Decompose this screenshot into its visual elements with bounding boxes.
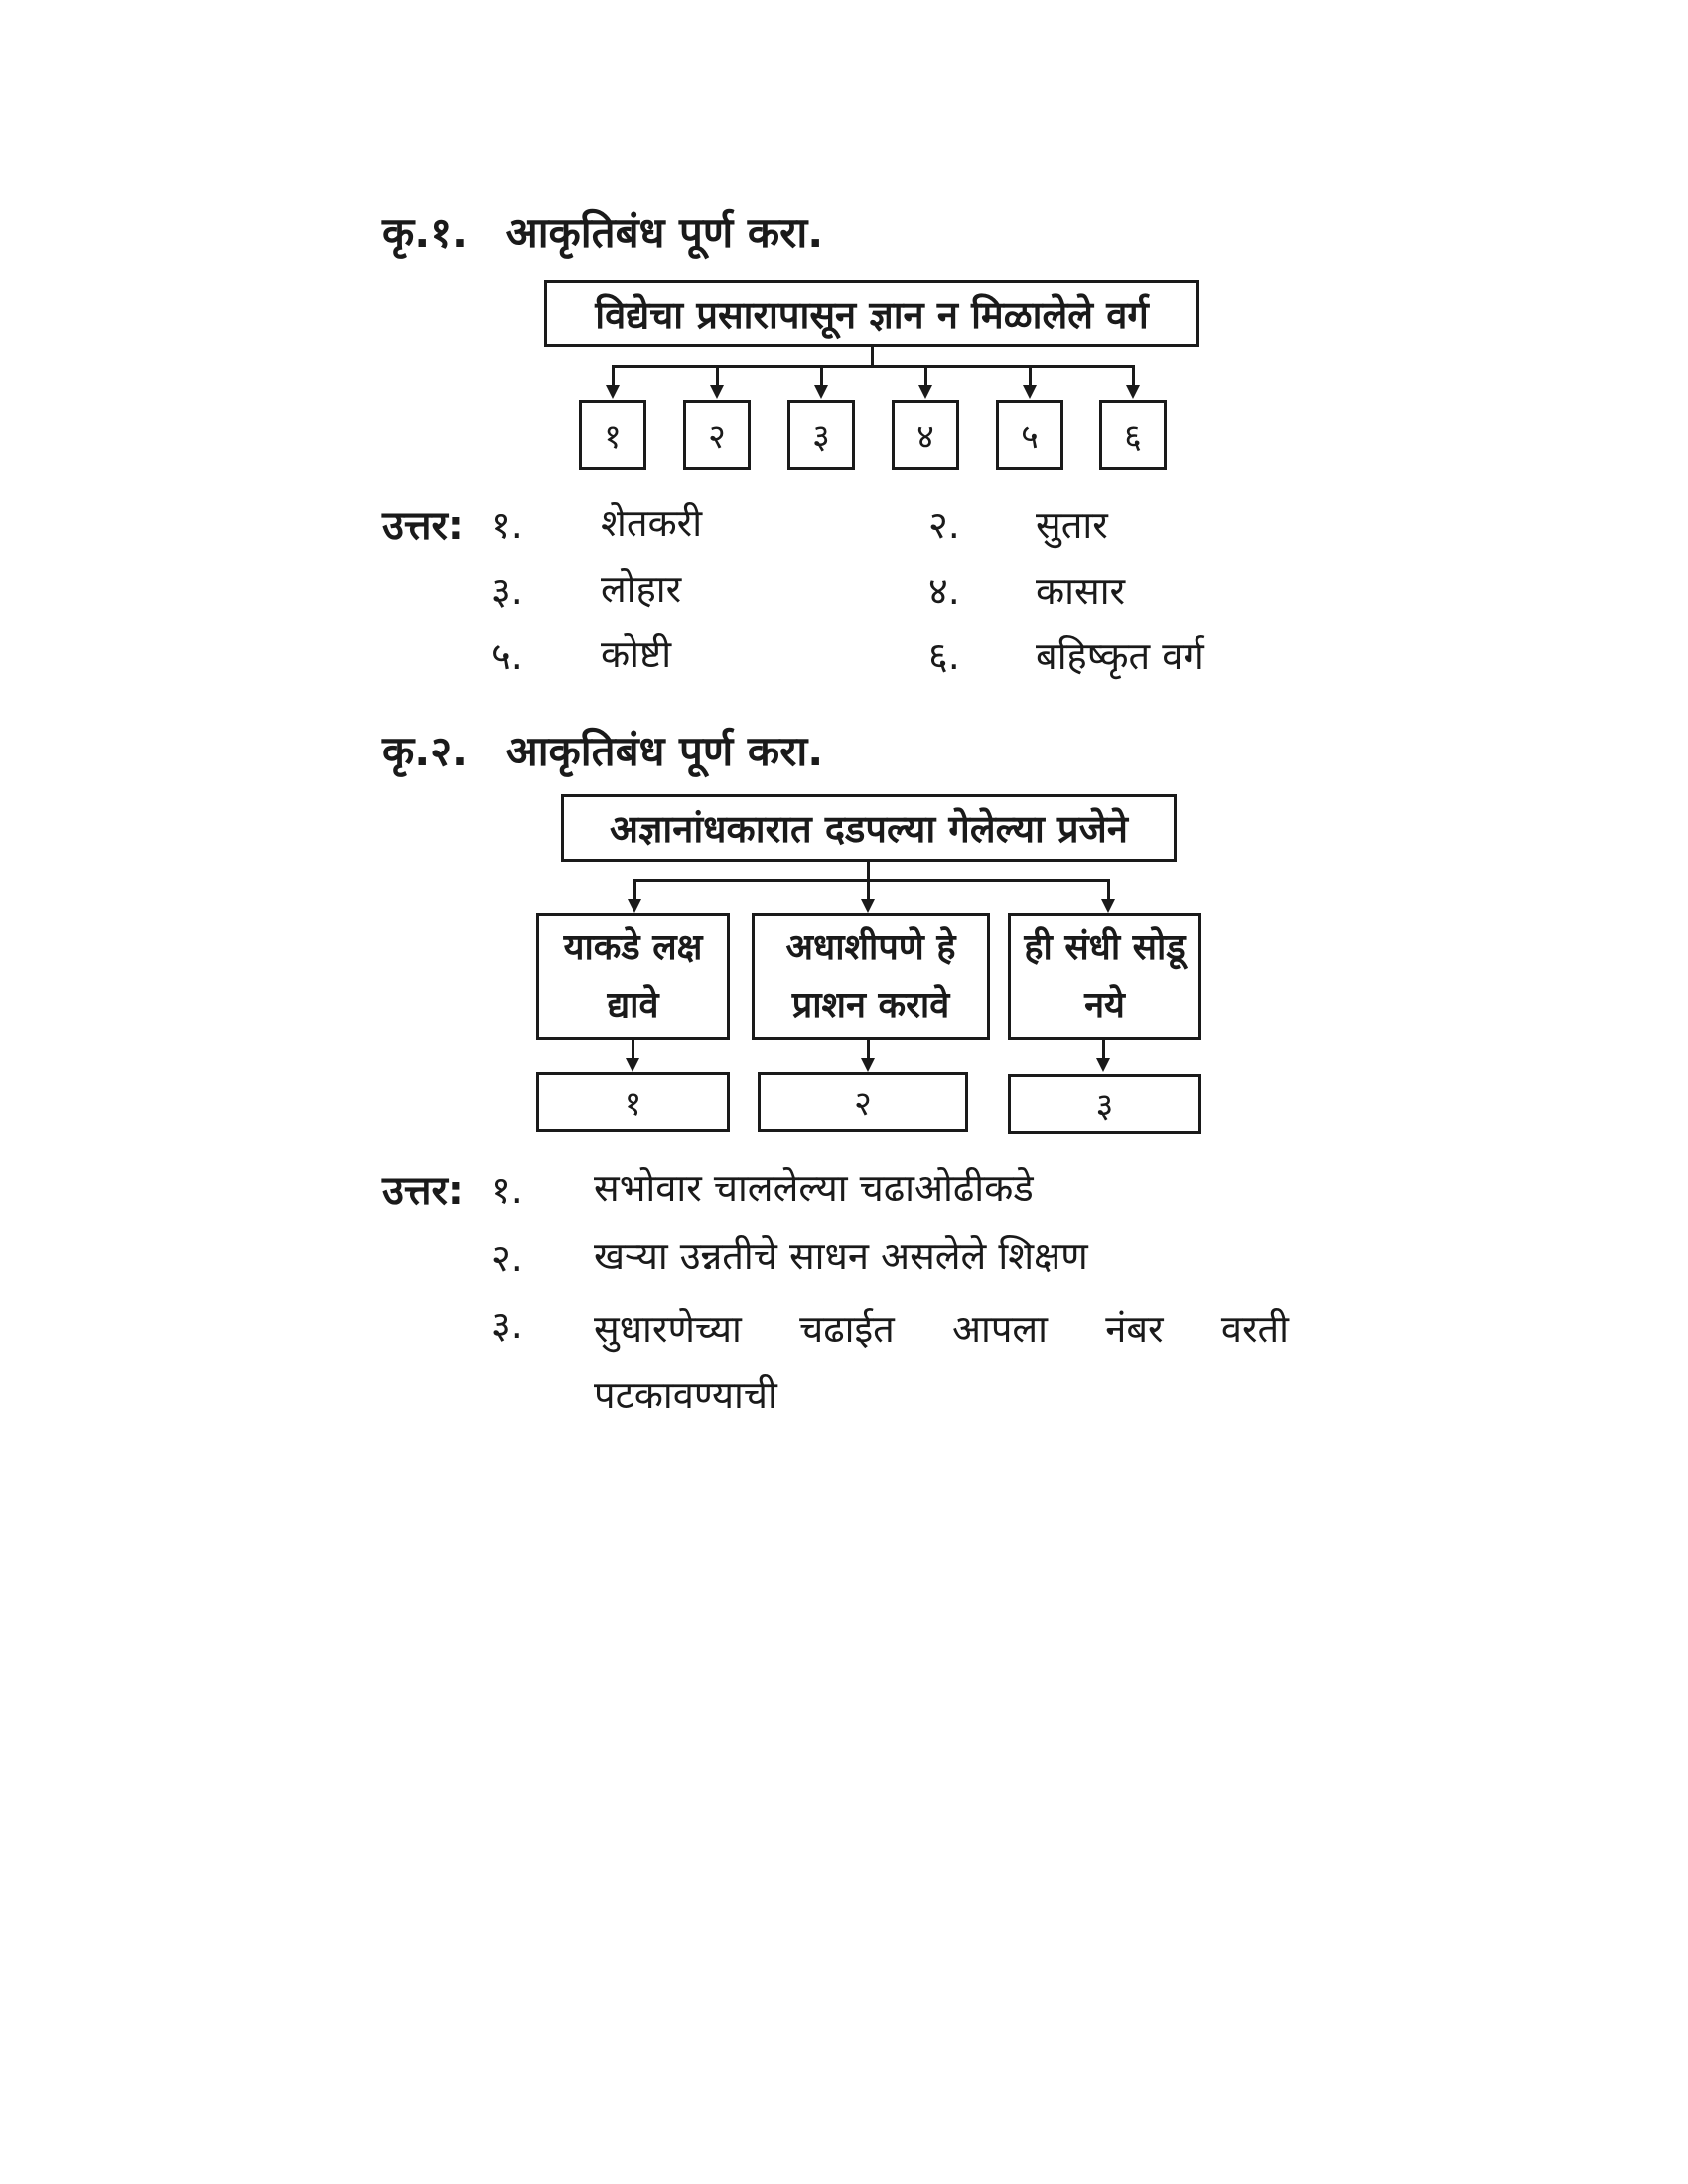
- q1-answer-3-num: ३.: [492, 569, 523, 613]
- q1-slot-6: ६: [1099, 400, 1167, 470]
- q2-drop-3: [1107, 879, 1110, 900]
- q1-answer-6-num: ६.: [928, 634, 960, 678]
- q1-drop-2: [716, 365, 719, 387]
- q2-slot-3: ३: [1008, 1074, 1201, 1134]
- q1-answer-3-text: लोहार: [601, 567, 682, 611]
- q1-arrow-2: [710, 385, 724, 399]
- q1-arrow-6: [1126, 385, 1140, 399]
- q1-answer-label: उत्तर:: [382, 503, 464, 549]
- q2-slot-arrow-2: [861, 1058, 875, 1072]
- q1-slot-3: ३: [787, 400, 855, 470]
- q1-answer-1-text: शेतकरी: [601, 501, 703, 545]
- q1-instruction: आकृतिबंध पूर्ण करा.: [505, 208, 824, 257]
- q1-answer-2-text: सुतार: [1036, 503, 1108, 547]
- q1-drop-1: [612, 365, 615, 387]
- q2-answer-label: उत्तर:: [382, 1168, 464, 1214]
- q1-number: कृ.१.: [382, 208, 469, 257]
- q2-number: कृ.२.: [382, 727, 469, 775]
- q2-link-2: [867, 1040, 870, 1060]
- q2-middle-box-3: [1008, 913, 1201, 1040]
- q1-drop-5: [1029, 365, 1032, 387]
- q2-middle-box-2: [752, 913, 990, 1040]
- q2-link-1: [632, 1040, 634, 1060]
- q1-drop-3: [820, 365, 823, 387]
- q1-root-text: विद्येचा प्रसारापासून ज्ञान न मिळालेले वर्ग: [595, 293, 1149, 337]
- q1-drop-6: [1132, 365, 1135, 387]
- q2-arrow-2: [861, 899, 875, 913]
- q1-answer-6-text: बहिष्कृत वर्ग: [1036, 634, 1204, 678]
- q1-slot-1: १: [579, 400, 646, 470]
- q1-answer-4-text: कासार: [1036, 569, 1126, 613]
- q2-middle-text-2: अधाशीपणे हे प्राशन करावे: [785, 927, 956, 1025]
- q2-instruction: आकृतिबंध पूर्ण करा.: [505, 727, 824, 775]
- q1-answer-5-num: ५.: [492, 634, 523, 678]
- q1-drop-4: [924, 365, 927, 387]
- q2-middle-box-1: [536, 913, 730, 1040]
- q2-arrow-1: [628, 899, 641, 913]
- q1-answer-5-text: कोष्टी: [601, 632, 672, 676]
- q2-drop-1: [633, 879, 636, 900]
- q1-answer-4-num: ४.: [928, 569, 960, 613]
- q2-answer-1-text: सभोवार चाललेल्या चढाओढीकडे: [594, 1166, 1034, 1210]
- q2-stem-line: [867, 862, 870, 901]
- q1-arrow-1: [606, 385, 620, 399]
- q1-slot-5: ५: [996, 400, 1063, 470]
- q2-slot-1: १: [536, 1072, 730, 1132]
- q1-arrow-3: [814, 385, 828, 399]
- q2-middle-text-1: याकडे लक्ष द्यावे: [563, 927, 703, 1025]
- q1-heading: [382, 204, 823, 260]
- q1-slot-2: २: [683, 400, 751, 470]
- q1-answer-1-num: १.: [492, 503, 523, 547]
- q2-slot-2: २: [758, 1072, 968, 1132]
- q1-root-box: [544, 280, 1199, 347]
- q2-branch-line: [633, 879, 1110, 882]
- q1-answer-2-num: २.: [928, 503, 960, 547]
- q2-slot-arrow-3: [1096, 1058, 1110, 1072]
- q1-arrow-4: [918, 385, 932, 399]
- q2-arrow-3: [1101, 899, 1115, 913]
- q2-answer-3-num: ३.: [492, 1303, 523, 1347]
- q2-root-box: [561, 794, 1177, 862]
- q1-stem-line: [871, 347, 874, 367]
- q2-middle-text-3: ही संधी सोडू नये: [1024, 927, 1186, 1025]
- q1-arrow-5: [1023, 385, 1037, 399]
- q2-answer-2-text: खऱ्या उन्नतीचे साधन असलेले शिक्षण: [594, 1234, 1088, 1278]
- q1-branch-line: [612, 365, 1134, 368]
- q2-answer-2-num: २.: [492, 1236, 523, 1280]
- q2-answer-1-num: १.: [492, 1168, 523, 1212]
- q2-answer-3-text: सुधारणेच्या चढाईत आपला नंबर वरती पटकावण्याची: [594, 1307, 1289, 1417]
- q1-slot-4: ४: [892, 400, 959, 470]
- q2-slot-arrow-1: [626, 1058, 639, 1072]
- q2-root-text: अज्ञानांधकारात दडपल्या गेलेल्या प्रजेने: [610, 807, 1128, 851]
- q2-link-3: [1102, 1040, 1105, 1060]
- q2-heading: [382, 722, 823, 778]
